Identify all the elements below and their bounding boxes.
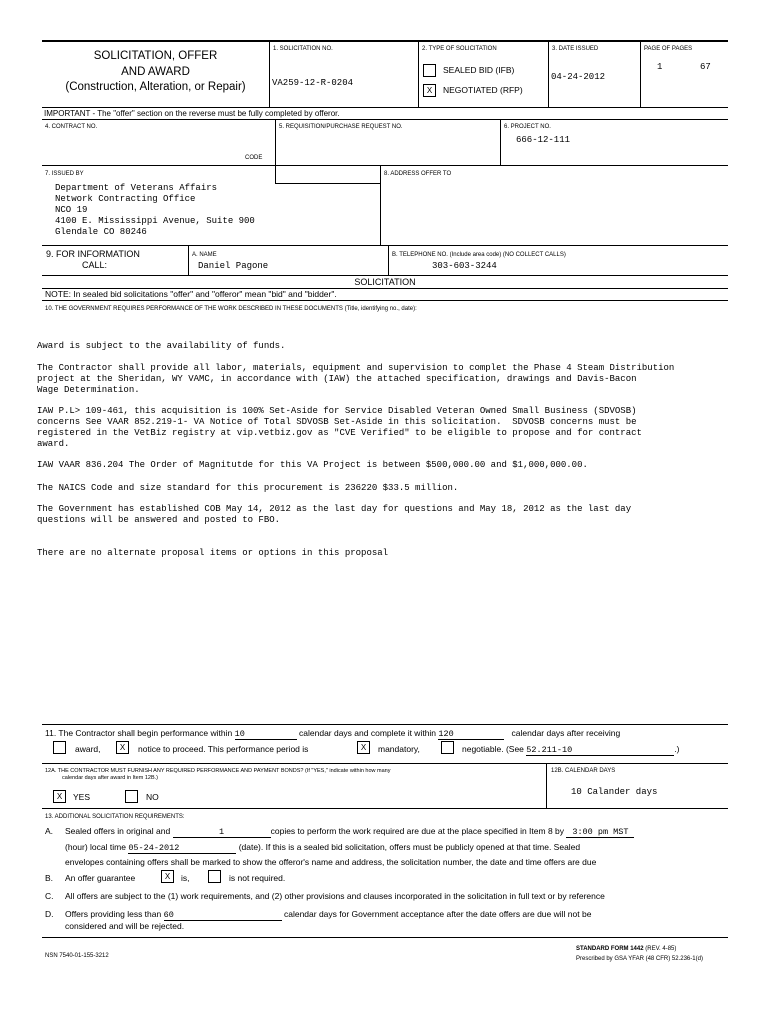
project-no-value[interactable]: 666-12-111 <box>516 135 571 145</box>
contract-no-label: 4. CONTRACT NO. <box>45 124 98 130</box>
award-label: award, <box>75 744 101 754</box>
block11-line1 <box>45 728 620 740</box>
bonds-yes-checkbox[interactable]: X <box>53 790 66 803</box>
date-issued-label: 3. DATE ISSUED <box>552 46 599 52</box>
guarantee-is-label: is, <box>181 873 190 883</box>
guarantee-not-label: is not required. <box>229 873 286 883</box>
info-call-label-2: CALL: <box>82 260 108 270</box>
body-paragraph-2: The Contractor shall provide all labor, materials, equipment and supervision to complet the Phase 4 Steam Distribution project at the Sheridan, WY VAMC, in accordance with (IAW) the attached specification, drawings and Davis-Bacon Wage Determination. <box>37 363 675 395</box>
page-of-pages-label: PAGE OF PAGES <box>644 46 693 52</box>
see-clause-field[interactable]: 52.211-10 <box>526 745 674 756</box>
mandatory-label: mandatory, <box>378 744 420 754</box>
prescribed-by: Prescribed by GSA YFAR (48 CFR) 52.236-1(d) <box>576 956 703 962</box>
item-a-letter: A. <box>45 826 54 836</box>
item-d-line2: considered and will be rejected. <box>65 921 185 931</box>
requisition-no-label: 5. REQUISITION/PURCHASE REQUEST NO. <box>279 124 403 130</box>
issued-by-line2: Network Contracting Office <box>55 194 196 204</box>
negotiable-text: negotiable. (See <box>462 744 524 754</box>
work-description-label: 10. THE GOVERNMENT REQUIRES PERFORMANCE OF THE WORK DESCRIBED IN THESE DOCUMENTS (Title, identifying no., date): <box>45 306 417 312</box>
item-d-text-2: calendar days for Government acceptance after the date offers are due will not be <box>283 909 592 919</box>
body-paragraph-6: The Government has established COB May 14, 2012 as the last day for questions and May 18, 2012 as the last day questions will be answered and posted to FBO. <box>37 504 632 525</box>
item-b-letter: B. <box>45 873 54 883</box>
item-a-text-1: Sealed offers in original and <box>65 826 171 836</box>
code-label: CODE <box>245 155 263 161</box>
item-d-text-1: Offers providing less than <box>65 909 162 919</box>
bonds-no-label: NO <box>146 792 159 802</box>
copies-field[interactable]: 1 <box>173 827 271 838</box>
address-offer-to-label: 8. ADDRESS OFFER TO <box>384 171 452 177</box>
body-paragraph-4: IAW VAAR 836.204 The Order of Magnitutde for this VA Project is between $500,000.00 and $1,000,000.00. <box>37 460 588 470</box>
block11-text-1: 11. The Contractor shall begin performance within <box>45 728 233 738</box>
item-a-line3: envelopes containing offers shall be marked to show the offeror's name and address, the solicitation number, the date and time offers are due <box>65 857 597 867</box>
item-c-text: All offers are subject to the (1) work requirements, and (2) other provisions and clauses incorporated in the solicitation in full text or by reference <box>65 891 605 901</box>
guarantee-not-checkbox[interactable] <box>208 870 221 883</box>
body-paragraph-3: IAW P.L> 109-461, this acquisition is 100% Set-Aside for Service Disabled Veteran Owned Small Business (SDVOSB) concerns See VAAR 852.219-1- VA Notice of Total SDVOSB Set-Aside in this solicitation. SDVOSB concerns must be registered in the VetBiz registry at vip.vetbiz.gov as "CVE Verified" to be eligible to propose and for contract award. <box>37 406 642 449</box>
negotiable-checkbox[interactable] <box>441 741 454 754</box>
block11-close: .) <box>674 744 680 754</box>
form-title-line2: AND AWARD <box>121 66 190 78</box>
form-title-line1: SOLICITATION, OFFER <box>93 50 218 62</box>
sealed-bid-note: NOTE: In sealed bid solicitations "offer" and "offeror" mean "bid" and "bidder". <box>45 289 337 299</box>
project-no-label: 6. PROJECT NO. <box>504 124 551 130</box>
item-a-text-4: (date). If this is a sealed bid solicitation, offers must be publicly opened at that time. Sealed <box>238 842 581 852</box>
due-time-field[interactable]: 3:00 pm MST <box>566 827 634 838</box>
negotiable-label <box>462 744 680 756</box>
body-paragraph-7: There are no alternate proposal items or options in this proposal <box>37 548 389 558</box>
bonds-label-2: calendar days after award in Item 12B.) <box>62 775 158 781</box>
issued-by-line5: Glendale CO 80246 <box>55 227 147 237</box>
sealed-bid-checkbox[interactable] <box>423 64 436 77</box>
notice-to-proceed-checkbox[interactable]: X <box>116 741 129 754</box>
calendar-days-label: 12B. CALENDAR DAYS <box>551 768 616 774</box>
calendar-days-value[interactable]: 10 Calander days <box>571 787 658 797</box>
item-a-text-3: (hour) local time <box>65 842 126 852</box>
due-date-field[interactable]: 05-24-2012 <box>128 843 236 854</box>
standard-form-label <box>576 946 676 953</box>
item-d-letter: D. <box>45 909 54 919</box>
body-paragraph-5: The NAICS Code and size standard for this procurement is 236220 $33.5 million. <box>37 483 459 493</box>
date-issued-value[interactable]: 04-24-2012 <box>551 72 606 82</box>
negotiated-checkbox[interactable]: X <box>423 84 436 97</box>
item-a-text-2: copies to perform the work required are due at the place specified in Item 8 by <box>270 826 565 836</box>
bonds-yes-label: YES <box>73 792 91 802</box>
issued-by-label: 7. ISSUED BY <box>45 171 84 177</box>
award-checkbox[interactable] <box>53 741 66 754</box>
standard-form-rev: (REV. 4-85) <box>645 946 677 952</box>
issued-by-line4: 4100 E. Mississippi Avenue, Suite 900 <box>55 216 255 226</box>
solicitation-no-value[interactable]: VA259-12-R-0204 <box>272 78 354 88</box>
issued-by-line3: NCO 19 <box>55 205 88 215</box>
contact-name-label: A. NAME <box>192 252 217 258</box>
additional-requirements-label: 13. ADDITIONAL SOLICITATION REQUIREMENTS: <box>45 814 185 820</box>
telephone-label: B. TELEPHONE NO. (Include area code) (NO COLLECT CALLS) <box>392 252 566 258</box>
begin-days-field[interactable]: 10 <box>235 729 297 740</box>
page-number: 1 <box>657 62 663 72</box>
block11-text-2: calendar days and complete it within <box>299 728 437 738</box>
mandatory-checkbox[interactable]: X <box>357 741 370 754</box>
telephone-value[interactable]: 303-603-3244 <box>432 261 497 271</box>
bonds-label: 12A. THE CONTRACTOR MUST FURNISH ANY REQUIRED PERFORMANCE AND PAYMENT BONDS? (If "YES," indicate within how many <box>45 768 391 774</box>
solicitation-type-label: 2. TYPE OF SOLICITATION <box>422 46 497 52</box>
item-b-text: An offer guarantee <box>65 873 136 883</box>
sealed-bid-label: SEALED BID (IFB) <box>443 65 515 75</box>
complete-days-field[interactable]: 120 <box>438 729 504 740</box>
acceptance-days-field[interactable]: 60 <box>164 910 282 921</box>
solicitation-no-label: 1. SOLICITATION NO. <box>273 46 333 52</box>
notice-to-proceed-label: notice to proceed. This performance period is <box>138 744 309 754</box>
body-paragraph-1: Award is subject to the availability of funds. <box>37 341 286 351</box>
item-d-line1 <box>65 909 591 921</box>
guarantee-is-checkbox[interactable]: X <box>161 870 174 883</box>
total-pages: 67 <box>700 62 711 72</box>
solicitation-heading: SOLICITATION <box>354 277 416 287</box>
important-note: IMPORTANT - The "offer" section on the reverse must be fully completed by offeror. <box>44 109 340 118</box>
issued-by-line1: Department of Veterans Affairs <box>55 183 218 193</box>
nsn-number: NSN 7540-01-155-3212 <box>45 953 109 959</box>
negotiated-label: NEGOTIATED (RFP) <box>443 85 523 95</box>
block11-text-3: calendar days after receiving <box>511 728 621 738</box>
contact-name-value[interactable]: Daniel Pagone <box>198 261 269 271</box>
bonds-no-checkbox[interactable] <box>125 790 138 803</box>
info-call-label-1: 9. FOR INFORMATION <box>46 249 140 259</box>
item-a-line2 <box>65 842 580 854</box>
standard-form-name: STANDARD FORM 1442 <box>576 946 644 952</box>
form-title-line3: (Construction, Alteration, or Repair) <box>65 81 246 93</box>
item-a-line1 <box>65 826 634 838</box>
item-c-letter: C. <box>45 891 54 901</box>
